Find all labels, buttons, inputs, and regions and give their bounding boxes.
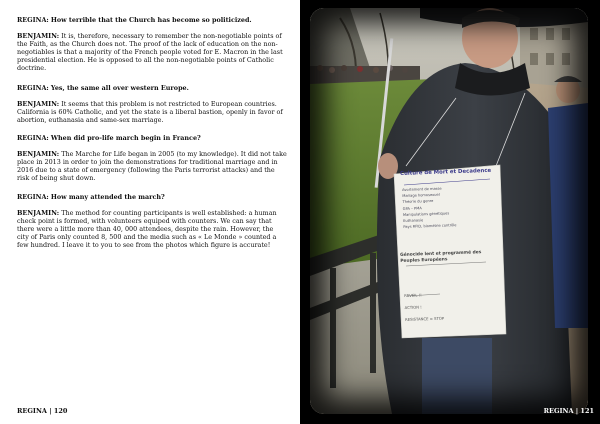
paragraph-5: REGINA: When did pro-life march begin in France?	[17, 134, 201, 142]
paragraph-1: REGINA: How terrible that the Church has become so politicized.	[17, 16, 252, 24]
placard-list-item: Euthanasie	[403, 218, 424, 223]
placard-list-item: Avortement de masse	[402, 186, 442, 192]
placard-list-item: Mariage homosexuel	[402, 192, 440, 199]
placard-title: Culture de Mort et Decadence	[400, 167, 492, 177]
paragraph-2: BENJAMIN: It is, therefore, necessary to remember the non-negotiable points of the Faith, as the Church does not. The proof of the lack of education on the non-negotiables is that a majority of the French people voted for E. Macron in the last presidential election. He is opposed to all the non-negotiable points of Catholic doctrine.	[17, 32, 283, 72]
placard-list	[402, 185, 457, 230]
placard-action: RESISTANCE = STOP	[404, 315, 445, 322]
placard-list-item: GPA – PMA	[402, 205, 422, 211]
placard	[394, 165, 502, 337]
paragraph-4: BENJAMIN: It seems that this problem is not restricted to European countries. California is 60% Catholic, and yet the state is a liberal bastion, openly in favor of abortion, euthanasia and same-sex marriage.	[17, 100, 283, 124]
march-photo	[310, 8, 588, 414]
placard-list-item: Théorie du genre	[402, 199, 434, 205]
placard-action: ACTION !	[404, 304, 422, 310]
paragraph-7: REGINA: How many attended the march?	[17, 193, 165, 201]
paragraph-3: REGINA: Yes, the same all over western Europe.	[17, 84, 189, 92]
page-number-right: REGINA | 121	[543, 407, 594, 415]
placard-actions	[404, 289, 444, 326]
paragraph-6: BENJAMIN: The Marche for Life began in 2005 (to my knowledge). It did not take place in 2013 in order to join the demonstrations for traditional marriage and in 2016 due to a state of emergency (following the Paris terrorist attacks) and the risk of being shut down.	[17, 150, 287, 182]
placard-list-item: Manipulations génétiques	[402, 211, 450, 217]
paragraph-8: BENJAMIN: The method for counting participants is well established: a human check point is formed, with volunteers equiped with counters. We can say that there were a little more than 40, 000 attendees, despite the rain. However, the city of Paris only counted 8, 500 and the media such as « Le Monde » counted a few hundred. I leave it to you to see from the photos which figure is accurate!	[17, 209, 277, 249]
right-page	[300, 0, 600, 424]
placard-list-item: Pays RFID, biométrie contrôle	[403, 223, 457, 230]
page-number-left: REGINA | 120	[17, 407, 68, 415]
placard-genocide-text: Génocide lent et programmé des Peuples Européens	[400, 250, 482, 264]
placard-action: REVEIL !!	[404, 292, 422, 298]
